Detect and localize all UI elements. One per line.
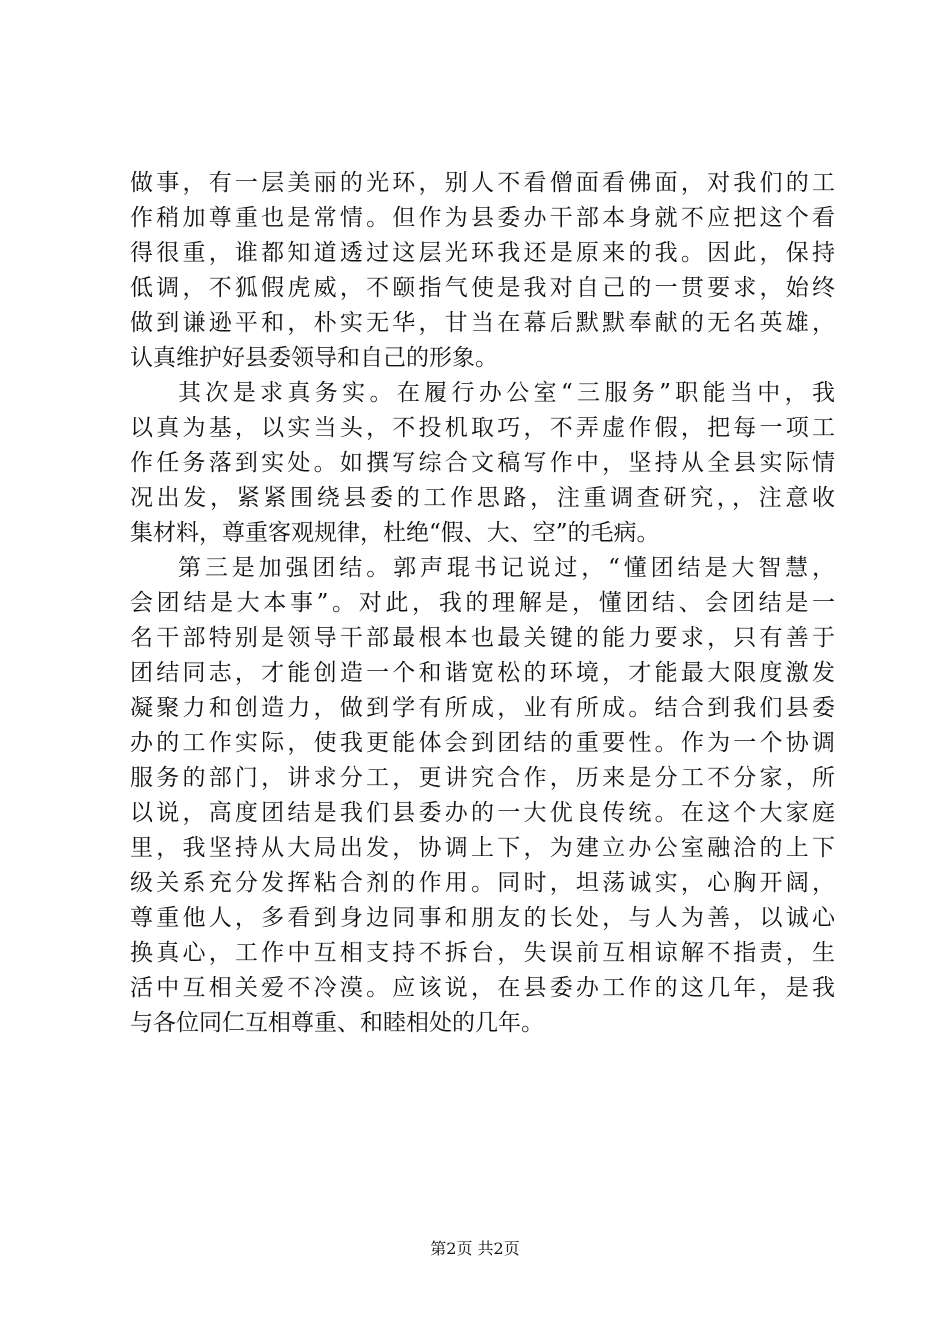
paragraph-3-line: 以说，高度团结是我们县委办的一大优良传统。在这个大家庭 [130,800,835,826]
paragraph-2-line: 况出发，紧紧围绕县委的工作思路，注重调查研究，，注意收 [130,485,835,511]
document-body [130,166,835,1041]
paragraph-3-line: 会团结是大本事”。对此，我的理解是，懂团结、会团结是一 [130,590,835,616]
paragraph-2-line: 作任务落到实处。如撰写综合文稿写作中，坚持从全县实际情 [130,450,835,476]
paragraph-1-line: 作稍加尊重也是常情。但作为县委办干部本身就不应把这个看 [130,205,835,231]
paragraph-3-line: 团结同志，才能创造一个和谐宽松的环境，才能最大限度激发 [130,660,835,686]
paragraph-2-line: 集材料，尊重客观规律，杜绝“假、大、空”的毛病。 [130,520,660,546]
paragraph-3-line: 活中互相关爱不冷漠。应该说，在县委办工作的这几年，是我 [130,975,835,1001]
paragraph-1-line: 做事，有一层美丽的光环，别人不看僧面看佛面，对我们的工 [130,170,835,196]
paragraph-2-line: 其次是求真务实。在履行办公室“三服务”职能当中，我 [178,380,835,406]
paragraph-3-line: 名干部特别是领导干部最根本也最关键的能力要求，只有善于 [130,625,835,651]
paragraph-3-line: 级关系充分发挥粘合剂的作用。同时，坦荡诚实，心胸开阔， [130,870,835,896]
paragraph-3-line: 服务的部门，讲求分工，更讲究合作，历来是分工不分家，所 [130,765,835,791]
paragraph-3-line: 换真心，工作中互相支持不拆台，失误前互相谅解不指责，生 [130,940,835,966]
paragraph-1-line: 得很重，谁都知道透过这层光环我还是原来的我。因此，保持 [130,240,835,266]
paragraph-3-line: 第三是加强团结。郭声琨书记说过，“懂团结是大智慧， [178,555,835,581]
paragraph-1-line: 做到谦逊平和，朴实无华，甘当在幕后默默奉献的无名英雄， [130,310,835,336]
page-number-footer: 第2页 共2页 [430,1239,520,1258]
paragraph-3-line: 与各位同仁互相尊重、和睦相处的几年。 [130,1010,544,1036]
paragraph-3-line: 尊重他人，多看到身边同事和朋友的长处，与人为善，以诚心 [130,905,835,931]
paragraph-3-line: 里，我坚持从大局出发，协调上下，为建立办公室融洽的上下 [130,835,835,861]
paragraph-2-line: 以真为基，以实当头，不投机取巧，不弄虚作假，把每一项工 [130,415,835,441]
paragraph-3-line: 凝聚力和创造力，做到学有所成，业有所成。结合到我们县委 [130,695,835,721]
paragraph-1-line: 认真维护好县委领导和自己的形象。 [130,345,498,371]
paragraph-1-line: 低调，不狐假虎威，不颐指气使是我对自己的一贯要求，始终 [130,275,835,301]
paragraph-3-line: 办的工作实际，使我更能体会到团结的重要性。作为一个协调 [130,730,835,756]
